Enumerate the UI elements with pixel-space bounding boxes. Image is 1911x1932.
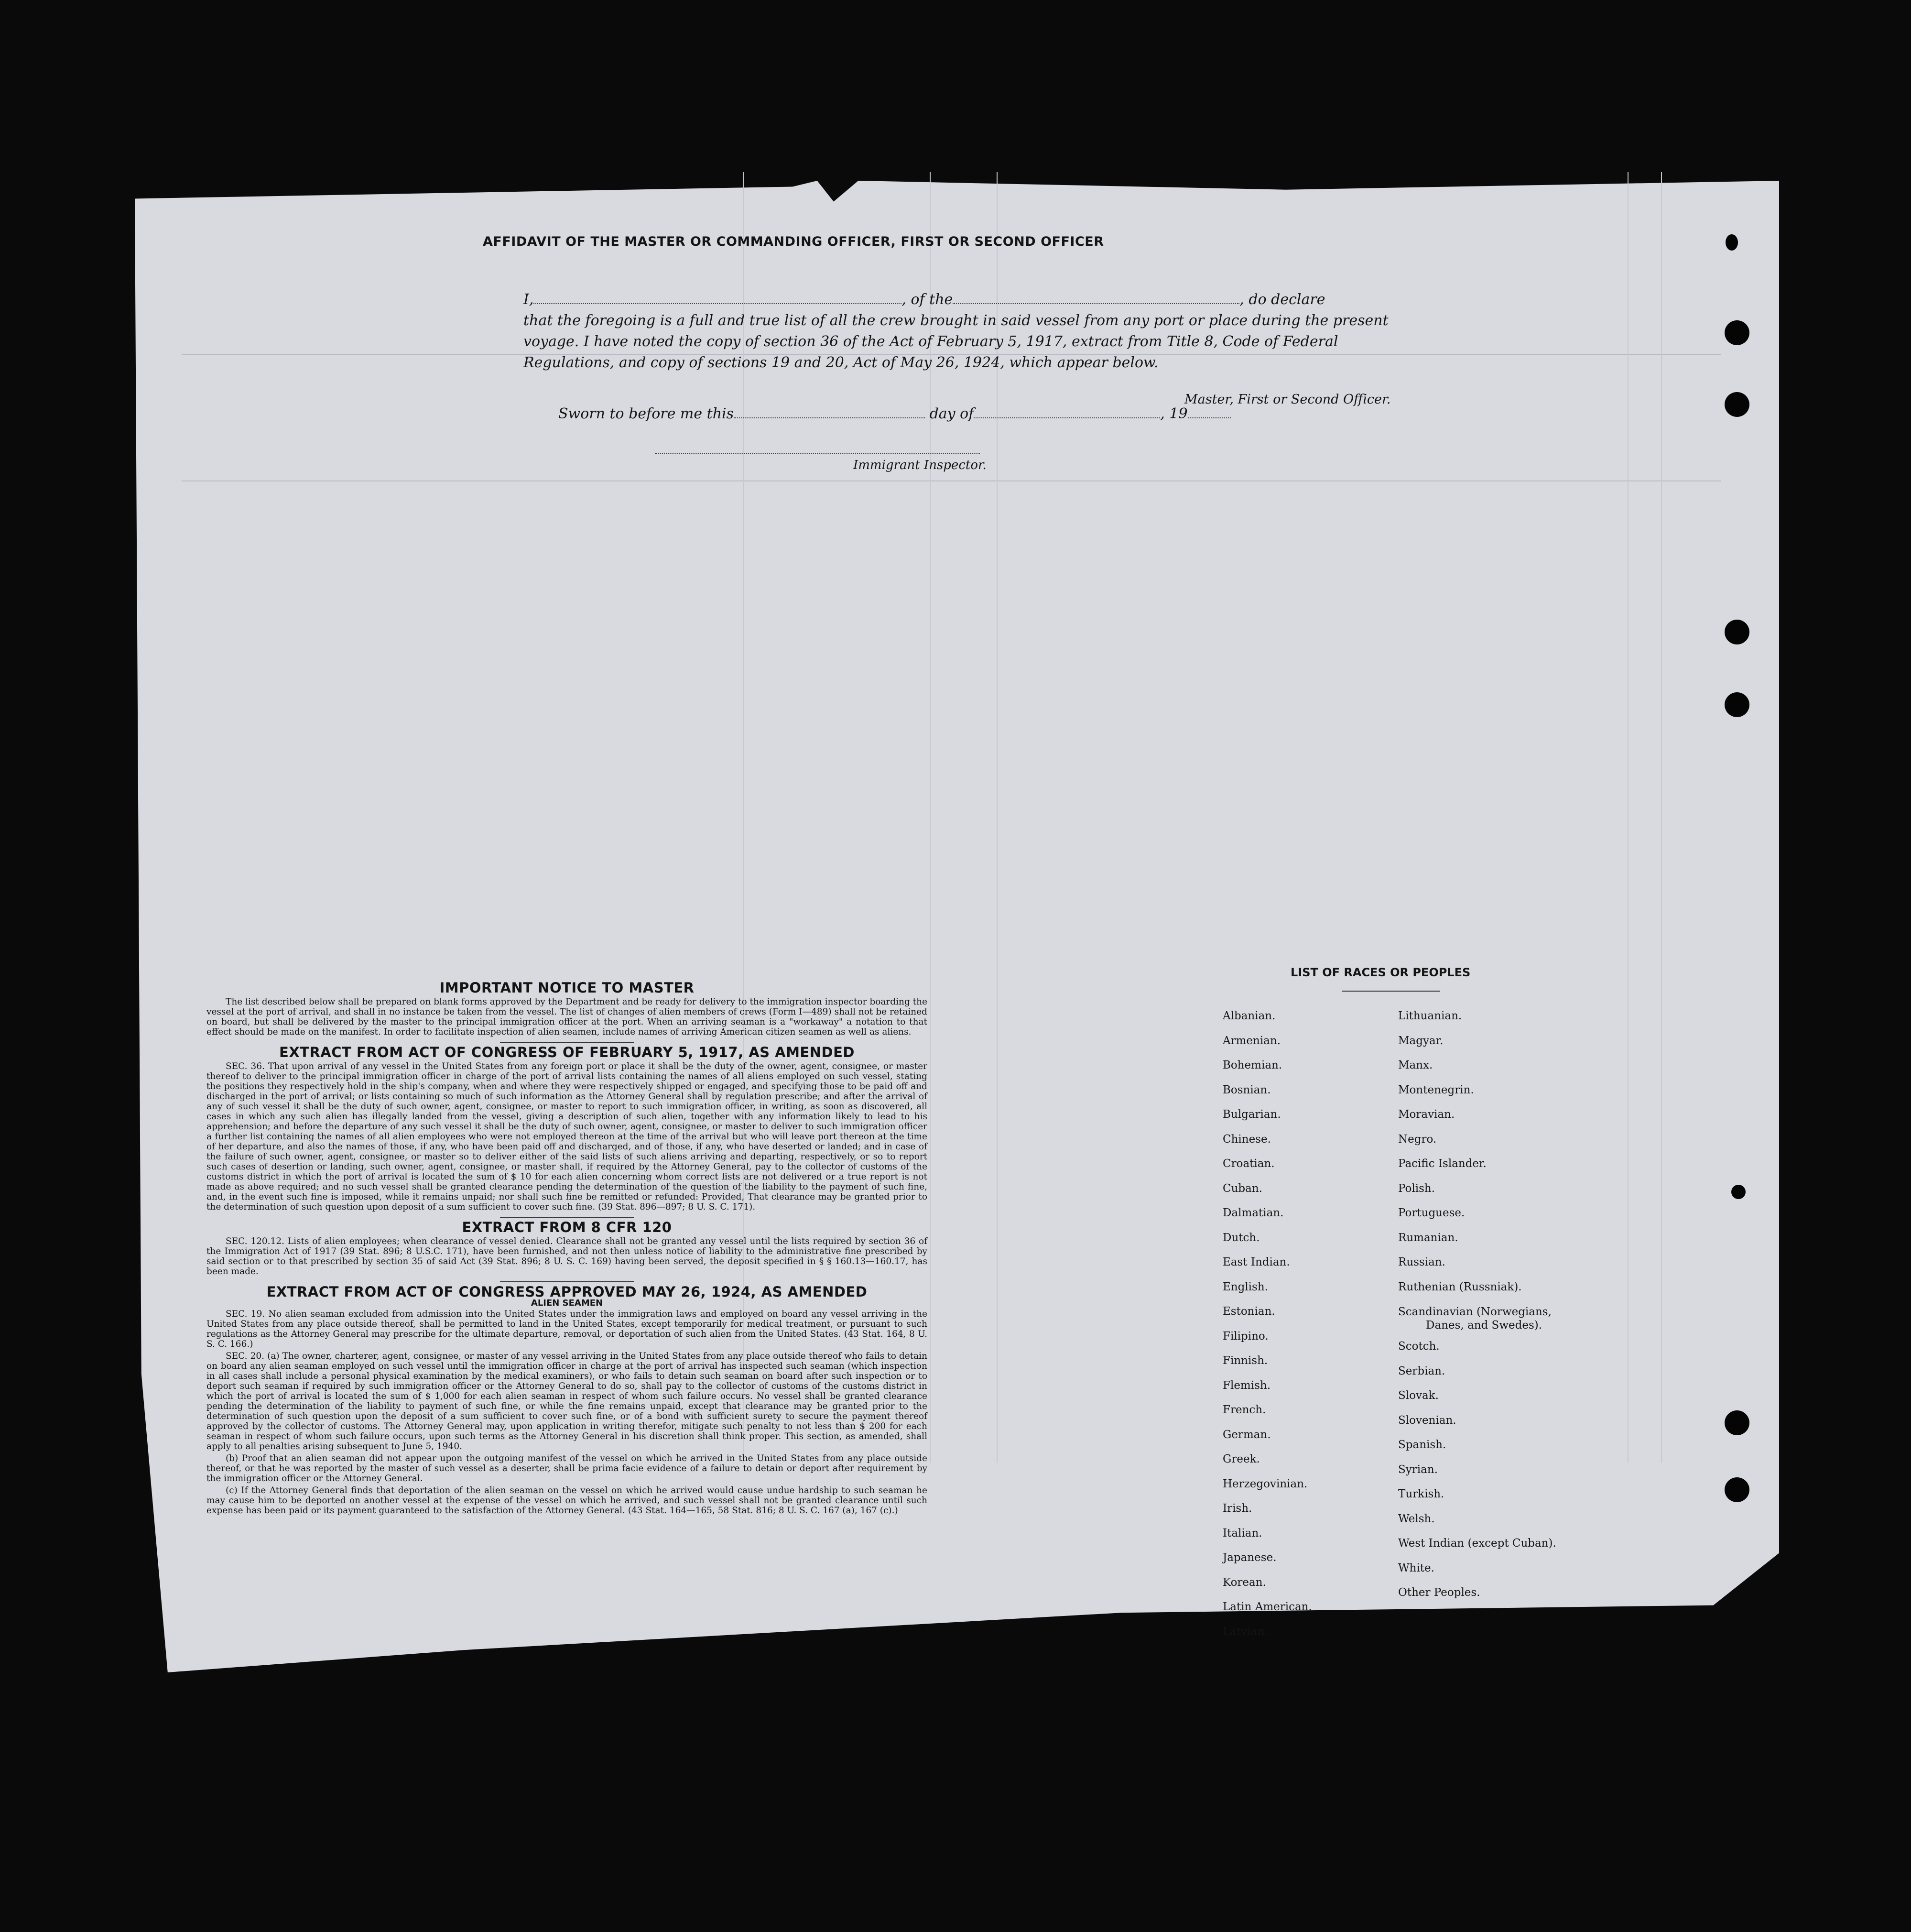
race-item: Manx. [1398,1059,1433,1071]
race-item: Finnish. [1223,1354,1268,1367]
race-item: Latvian. [1223,1625,1268,1638]
race-item: Dalmatian. [1223,1207,1284,1219]
inspector-signature-line [655,453,980,454]
master-signature-label: Master, First or Second Officer. [1184,392,1391,407]
punch-hole [1725,1410,1749,1435]
race-item: Rumanian. [1398,1231,1458,1244]
affidavit-text: that the foregoing is a full and true list of all the crew brought in said vessel from any port or place during the present voyage. I have noted the copy of section 36 of the Act of February 5, 1917, extract from Title 8, Code of Federal Regulations, and copy of sections 19 and 20, Act of May 26, 1924, which appear below. [523,312,1389,371]
sec20b-body: (b) Proof that an alien seaman did not appear upon the outgoing manifest of the vessel on which he arrived in the United States from any place outside thereof, or that he was reported by the master of such vessel as a deserter, shall be prima facie evidence of a failure to detain or deport after requirement by the immigration officer or the Attorney General. [206,1453,927,1484]
race-item: Magyar. [1398,1034,1444,1047]
race-item: Estonian. [1223,1305,1275,1318]
affidavit-title: AFFIDAVIT OF THE MASTER OR COMMANDING OFFICER, FIRST OR SECOND OFFICER [483,234,1104,249]
month-blank [974,417,1160,418]
race-item: Japanese. [1223,1551,1277,1564]
race-item: Russian. [1398,1256,1445,1268]
race-item: Spanish. [1398,1439,1446,1451]
punch-hole [1725,692,1749,717]
race-item: Bohemian. [1223,1059,1282,1071]
race-item: Flemish. [1223,1379,1271,1392]
race-item: English. [1223,1280,1268,1293]
race-item: Lithuanian. [1398,1010,1462,1022]
race-item: Other Peoples. [1398,1586,1480,1599]
race-item: Scandinavian (Norwegians, Danes, and Swedes). [1398,1306,1552,1332]
race-item: Serbian. [1398,1364,1445,1377]
divider [500,1217,634,1218]
punch-hole [1731,1185,1746,1199]
race-item: Ruthenian (Russniak). [1398,1280,1522,1293]
race-item: Herzegovinian. [1223,1477,1308,1490]
punch-hole [1725,392,1749,417]
race-item: Montenegrin. [1398,1083,1474,1096]
affidavit-declaration-line: I, , of the , do declare [523,291,1325,308]
sworn-line: Sworn to before me this day of , 19 [558,405,1231,422]
sec20c-body: (c) If the Attorney General finds that deportation of the alien seaman on the vessel on which he arrived would cause undue hardship to such seaman he may cause him to be deported on another vessel at the expense of the vessel on which he arrived, and such vessel shall not be granted clearance until such expense has been paid or its payment guaranteed to the satisfaction of the Attorney General. (43 Stat. 164—165, 58 Stat. 816; 8 U. S. C. 167 (a), 167 (c).) [206,1485,927,1516]
race-item: Bosnian. [1223,1083,1271,1096]
race-item: German. [1223,1428,1271,1441]
race-item: Albanian. [1223,1010,1276,1022]
divider [500,1281,634,1282]
race-item: Moravian. [1398,1108,1455,1121]
punch-hole [1726,234,1738,251]
sec19-body: SEC. 19. No alien seaman excluded from admission into the United States under the immigration laws and employed on board any vessel arriving in the United States from any place outside thereof, shall be permitted to land in the United States, except temporarily for medical treatment, or pursuant to such regulations as the Attorney General may prescribe for the ultimate departure, removal, or deportation of such alien from the United States. (43 Stat. 164, 8 U. S. C. 166.) [206,1309,927,1349]
race-item: Latin American. [1223,1601,1312,1613]
inspector-label: Immigrant Inspector. [853,458,987,472]
race-item: Filipino. [1223,1330,1269,1343]
year-blank [1188,417,1231,418]
race-item: Pacific Islander. [1398,1157,1487,1170]
race-item: Scotch. [1398,1340,1440,1353]
races-rule [1342,991,1440,992]
punch-hole [1725,620,1749,644]
extract2-body: SEC. 120.12. Lists of alien employees; when clearance of vessel denied. Clearance shall not be granted any vessel until the lists required by section 36 of the Immigration Act of 1917 (39 Stat. 896; 8 U.S.C. 171), have been furnished, and not then unless notice of liability to the administrative fine prescribed by said section or to that prescribed by section 35 of said Act (39 Stat. 896; 8 U. S. C. 169) having been served, the deposit specified in § § 160.13—160.17, has been made. [206,1236,927,1277]
extract1-body: SEC. 36. That upon arrival of any vessel in the United States from any foreign port or place it shall be the duty of the owner, agent, consignee, or master thereof to deliver to the principal immigration officer in charge of the port of arrival lists containing the names of all aliens employed on such vessel, stating the positions they respectively hold in the ship's company, when and where they were respectively shipped or engaged, and specifying those to be paid off and discharged in the port of arrival; or lists containing so much of such information as the Attorney General shall by regulation prescribe; and after the arrival of any of such vessel it shall be the duty of such owner, agent, consignee, or master to report to such immigration officer, in writing, as soon as discovered, all cases in which any such alien has illegally landed from the vessel, giving a description of such alien, together with any information likely to lead to his apprehension; and before the departure of any such vessel it shall be the duty of such owner, agent, consignee, or master to deliver to such immigration officer a further list containing the names of all alien employees who were not employed thereon at the time of the arrival but who will leave port thereon at the time of her departure, and also the names of those, if any, who have been paid off and discharged, and of those, if any, who have deserted or landed; and in case of the failure of such owner, agent, consignee, or master so to deliver either of the said lists of such aliens arriving and departing, respectively, or so to report such cases of desertion or landing, such owner, agent, consignee, or master shall, if required by the Attorney General, pay to the collector of customs of the customs district in which the port of arrival is located the sum of $ 10 for each alien concerning whom correct lists are not delivered or a true report is not made as above required; and no such vessel shall be granted clearance pending the determination of the question of the liability to the payment of such fine, and, in the event such fine is imposed, while it remains unpaid; nor shall such fine be remitted or refunded: Provided, That clearance may be granted prior to the determination of such question upon deposit of a sum sufficient to cover such fine. (39 Stat. 896—897; 8 U. S. C. 171). [206,1061,927,1212]
extract1-title: EXTRACT FROM ACT OF CONGRESS OF FEBRUARY 5, 1917, AS AMENDED [279,1044,855,1060]
race-item: Armenian. [1223,1034,1281,1047]
race-item: Irish. [1223,1502,1252,1515]
notice-title: IMPORTANT NOTICE TO MASTER [439,980,695,996]
day-blank [734,417,925,418]
race-item: West Indian (except Cuban). [1398,1537,1556,1550]
races-right-column [1398,1010,1556,1611]
affidavit-body [523,289,1422,373]
race-item: Greek. [1223,1453,1260,1465]
extract3-subtitle: ALIEN SEAMEN [531,1298,603,1308]
extract2-title: EXTRACT FROM 8 CFR 120 [462,1219,672,1235]
extract3-title: EXTRACT FROM ACT OF CONGRESS APPROVED MAY 26, 1924, AS AMENDED [266,1284,868,1300]
divider [500,1042,634,1043]
notice-body: The list described below shall be prepared on blank forms approved by the Department and be ready for delivery to the immigration inspector boarding the vessel at the port of arrival, and shall in no instance be taken from the vessel. The list of changes of alien members of crews (Form I—489) shall not be retained on board, but shall be delivered by the master to the principal immigration officer at the port. When an arriving seaman is a "workaway" a notation to that effect should be made on the manifest. In order to facilitate inspection of alien seamen, include names of arriving American citizen seamen as well as aliens. [206,997,927,1037]
race-item: French. [1223,1404,1266,1416]
race-item: Chinese. [1223,1133,1271,1146]
vessel-blank [953,303,1239,304]
race-item: Italian. [1223,1527,1262,1539]
race-item: Welsh. [1398,1512,1435,1525]
ghost-rule [182,480,1721,481]
race-item: East Indian. [1223,1256,1290,1268]
race-item: Dutch. [1223,1231,1260,1244]
race-item: Croatian. [1223,1157,1275,1170]
notice-section [206,980,927,1517]
race-item: White. [1398,1561,1434,1574]
race-item: Polish. [1398,1182,1435,1195]
races-title: LIST OF RACES OR PEOPLES [1291,966,1471,979]
ghost-column [1628,172,1629,1463]
punch-hole [1725,320,1749,345]
race-item: Slovenian. [1398,1414,1456,1427]
race-item: Syrian. [1398,1463,1438,1476]
sec20a-body: SEC. 20. (a) The owner, charterer, agent, consignee, or master of any vessel arriving in the United States from any place outside thereof who fails to detain on board any alien seaman employed on such vessel until the immigration officer in charge at the port of arrival has inspected such seaman (which inspection in all cases shall include a personal physical examination by the medical examiners), or who fails to detain such seaman on board after such inspection or to deport such seaman if required by such immigration officer or the Attorney General to do so, shall pay to the collector of customs of the customs district in which the port of arrival is located the sum of $ 1,000 for each alien seaman in respect of whom such failure occurs. No vessel shall be granted clearance pending the determination of the liability to payment of such fine, or while the fine remains unpaid, except that clearance may be granted prior to the determination of such question upon the deposit of a sum sufficient to cover such fine, or of a bond with sufficient surety to secure the payment thereof approved by the collector of customs. The Attorney General may, upon application in writing therefor, mitigate such penalty to not less than $ 200 for each seaman in respect of whom such failure occurs, upon such terms as the Attorney General in his discretion shall think proper. This section, as amended, shall apply to all penalties arising subsequent to June 5, 1940. [206,1351,927,1452]
ghost-column [1661,172,1662,1463]
race-item: Korean. [1223,1576,1266,1589]
race-item: Portuguese. [1398,1207,1465,1219]
race-item: Turkish. [1398,1488,1444,1500]
race-item: Cuban. [1223,1182,1262,1195]
race-item: Bulgarian. [1223,1108,1281,1121]
race-item: Slovak. [1398,1389,1439,1402]
name-blank [533,303,901,304]
races-left-column [1223,1010,1312,1650]
race-item: Negro. [1398,1133,1437,1146]
punch-hole [1725,1477,1749,1502]
